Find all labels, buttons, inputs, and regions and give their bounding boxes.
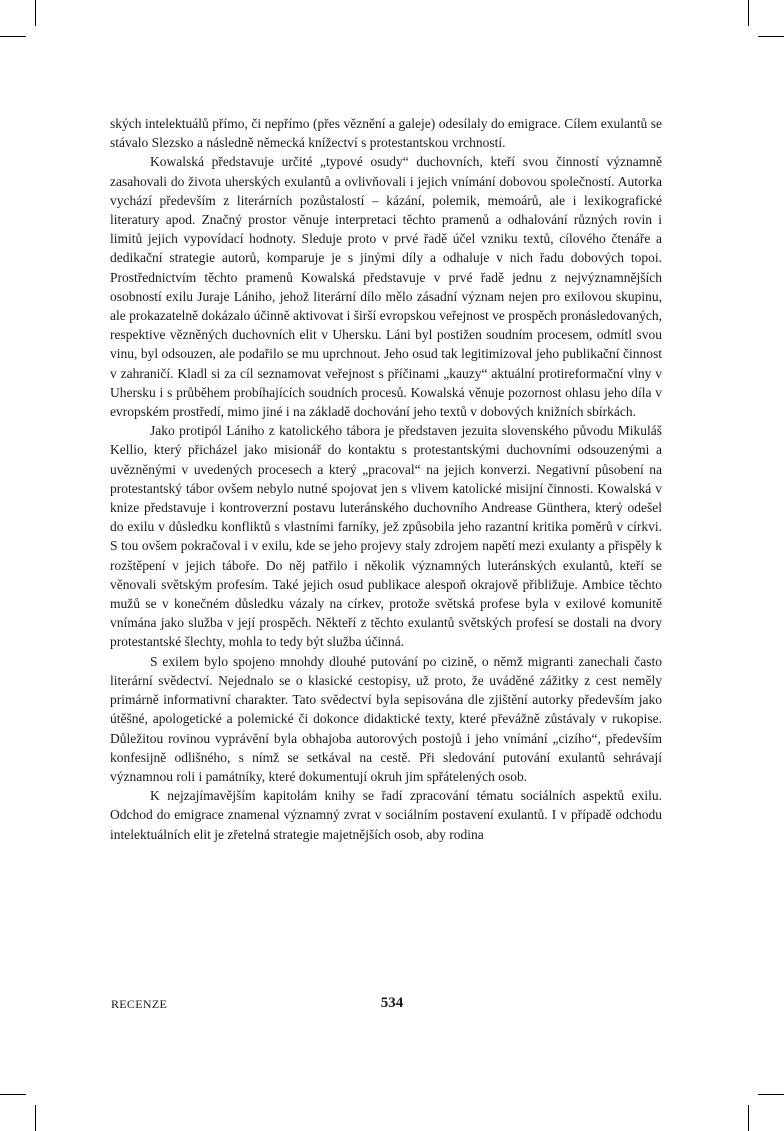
section-label: RECENZE [111,997,168,1011]
crop-mark-top-left-h [0,36,26,37]
crop-mark-bottom-left-h [0,1094,26,1095]
crop-mark-top-right-h [758,36,784,37]
paragraph: Jako protipól Lániho z katolického tábora je představen jezuita slovenského původu Mikuláš Kellio, který přicházel jako misionář do kontaktu s protestantskými duchovními odsouzenými a uvězněnými v uvedených procesech a který „pracoval“ na jejich konverzi. Negativní působení na protestantský tábor ovšem nebylo nutné spojovat jen s vlivem katolické misijní činnosti. Kowalská v knize představuje i kontroverzní postavu luteránského duchovního Andrease Günthera, který odešel do exilu v důsledku konfliktů s vlastními farníky, jež způsobila jeho razantní kritika poměrů v církvi. S tou ovšem pokračoval i v exilu, kde se jeho projevy staly zdrojem napětí mezi exulanty a přispěly k rozštěpení v jejich táboře. Do něj patřilo i několik významných luteránských exulantů, kteří se věnovali světským profesím. Také jejich osud publikace alespoň okrajově přibližuje. Ambice těchto mužů se v konečném důsledku vázaly na církev, protože světská profese byla v exilové komunitě vnímána jako služba v její prospěch. Někteří z těchto exulantů světských profesí se dostali na dvory protestantské šlechty, mohla to tedy být služba účinná. [110,423,662,650]
body-text [110,114,662,844]
crop-mark-bottom-right [748,1105,749,1131]
paragraph: ských intelektuálů přímo, či nepřímo (přes věznění a galeje) odesílaly do emigrace. Cílem exulantů se stávalo Slezsko a následně německá knížectví s protestantskou vrchností. [110,116,662,151]
crop-mark-bottom-right-h [758,1094,784,1095]
paragraph: K nejzajímavějším kapitolám knihy se řadí zpracování tématu sociálních aspektů exilu. Odchod do emigrace znamenal významný zvrat v sociálním postavení exulantů. I v případě odchodu intelektuálních elit je zřetelná strategie majetnějších osob, aby rodina [110,788,662,842]
paragraph: S exilem bylo spojeno mnohdy dlouhé putování po cizině, o němž migranti zanechali často literární svědectví. Nejednalo se o klasické cestopisy, už proto, že uváděné zážitky z cest neměly primárně informativní charakter. Tato svědectví byla sepisována dle zjištění autorky především jako útěšné, apologetické a polemické či dokonce didaktické texty, které převážně zůstávaly v rukopise. Důležitou rovinou vyprávění byla obhajoba autorových postojů i jeho vnímání „cizího“, především konfesijně odlišného, s nímž se setkával na cestě. Při sledování putování exulantů sehrávají významnou roli i památníky, které dokumentují okruh jim spřátelených osob. [110,653,662,784]
page-number: 534 [380,995,404,1011]
crop-mark-top-left [35,0,36,26]
crop-mark-top-right [748,0,749,26]
crop-mark-bottom-left [35,1105,36,1131]
paragraph: Kowalská představuje určité „typové osudy“ duchovních, kteří svou činností významně zasahovali do života uherských exulantů a ovlivňovali i jejich vnímání dobovou společností. Autorka vychází především z literárních pozůstalostí – kázání, polemik, memoárů, ale i lexikografické literatury apod. Značný prostor věnuje interpretaci těchto pramenů a odhalování různých rovin i limitů jejich vypovídací hodnoty. Sleduje proto v prvé řadě účel vzniku textů, cílového čtenáře a dedikační strategie autorů, komparuje je s jinými díly a odhaluje v nich řadu dobových topoi. Prostřednictvím těchto pramenů Kowalská představuje v prvé řadě jednu z nejvýznamnějších osobností exilu Juraje Lániho, jehož literární dílo mělo zásadní význam nejen pro exilovou skupinu, ale prokazatelně dokázalo účinně aktivovat i širší evropskou veřejnost ve prospěch pronásledovaných, respektive vězněných duchovních elit v Uhersku. Láni byl postižen soudním procesem, odmítl svou vinu, byl odsouzen, ale podařilo se mu uprchnout. Jeho osud tak legitimizoval jeho publikační činnost v zahraničí. Kladl si za cíl seznamovat veřejnost s příčinami „kauzy“ aktuální protireformační vlny v Uhersku i s průběhem probíhajících soudních procesů. Kowalská věnuje pozornost ohlasu jeho díla v evropském prostředí, mimo jiné i na základě dochování jeho textů v dobových knižních sbírkách. [110,154,662,420]
